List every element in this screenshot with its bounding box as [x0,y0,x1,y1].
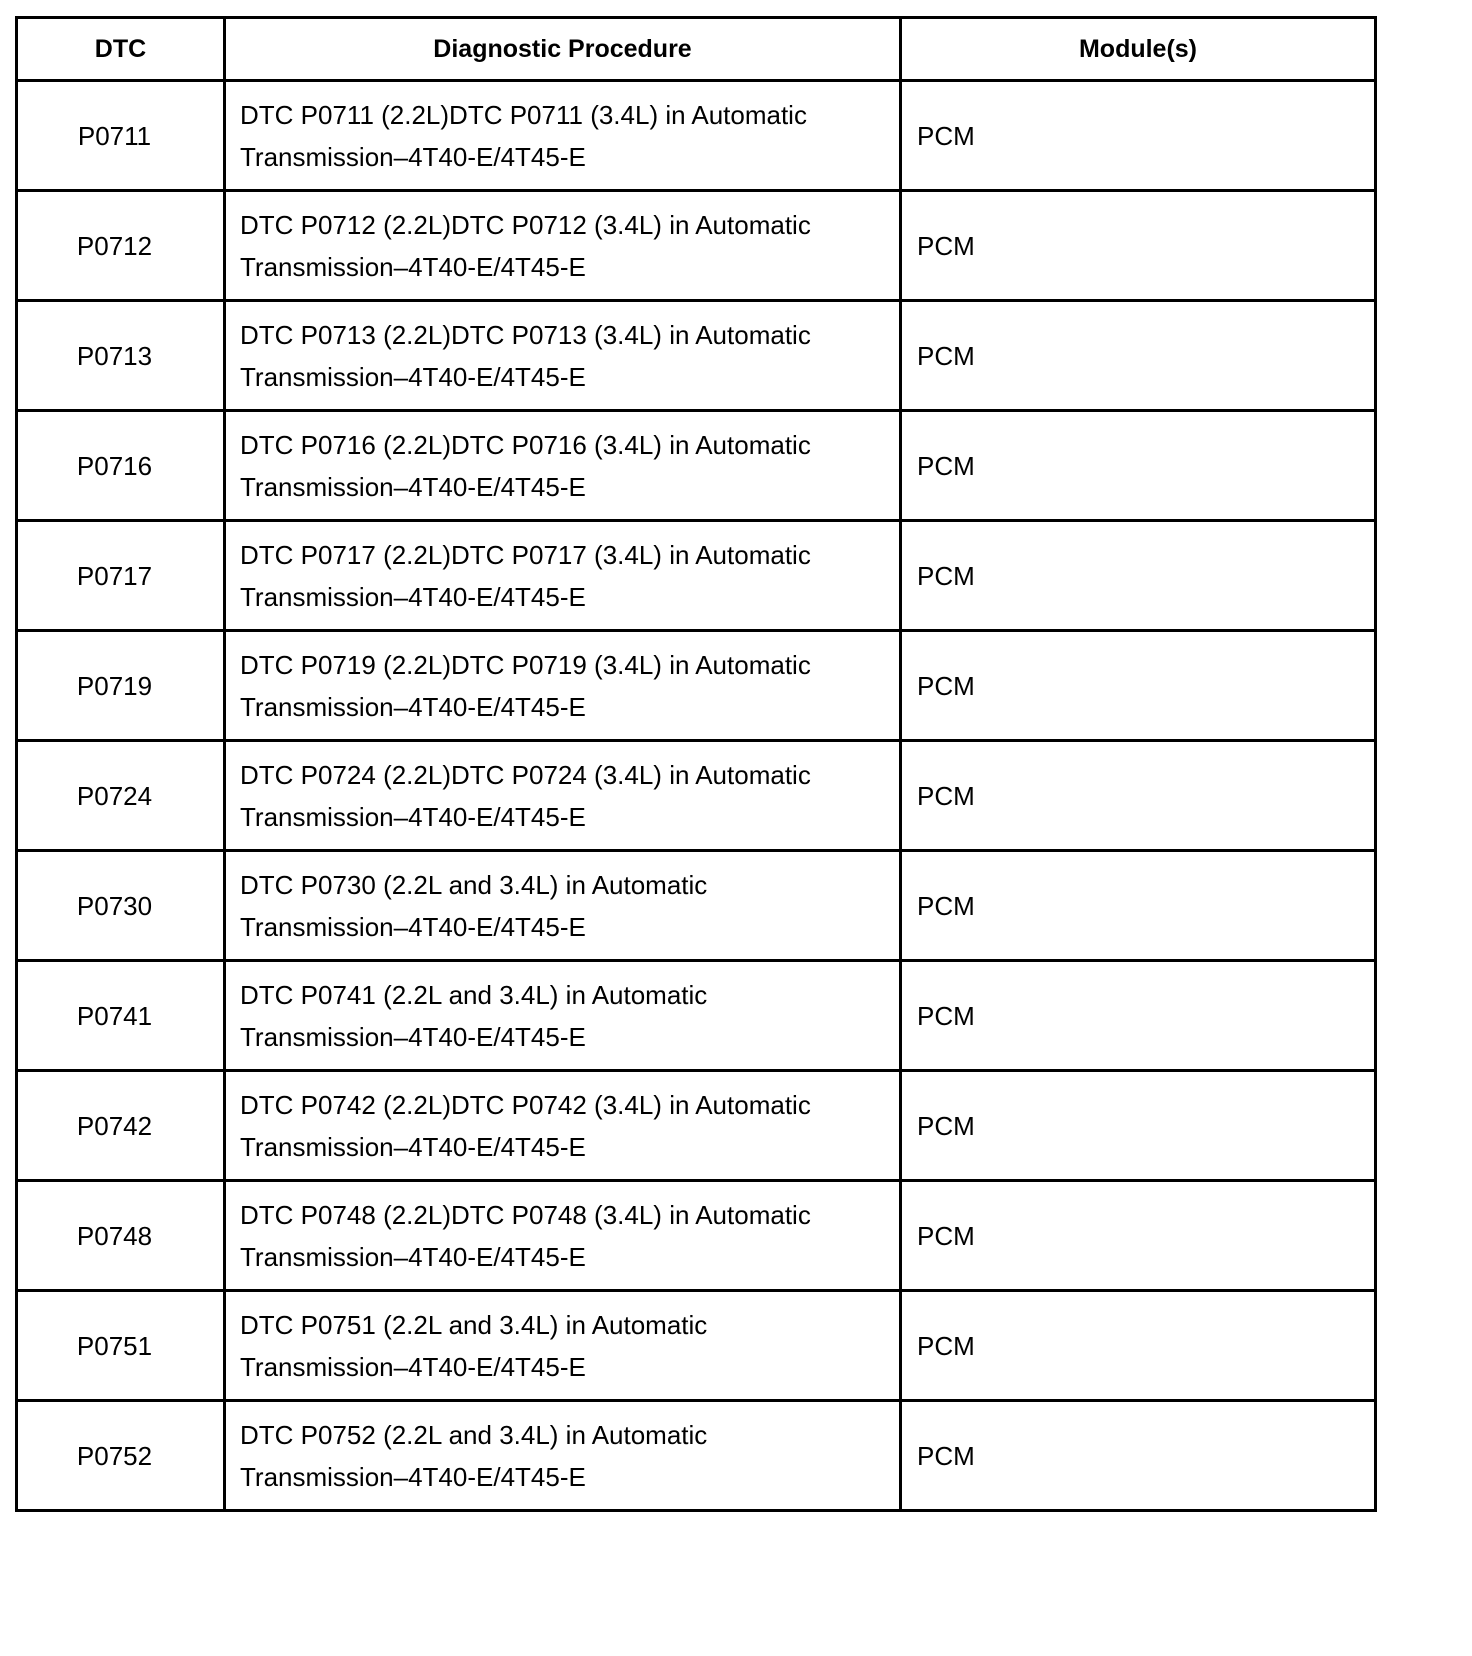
dtc-code-cell: P0752 [17,1401,225,1511]
diagnostic-procedure-cell [225,741,901,851]
module-cell: PCM [901,851,1376,961]
module-cell: PCM [901,1181,1376,1291]
dtc-code-cell: P0712 [17,191,225,301]
table-row [17,301,1376,411]
header-dtc: DTC [17,18,225,81]
dtc-code-cell: P0724 [17,741,225,851]
table-row [17,961,1376,1071]
procedure-line-2: Transmission–4T40-E/4T45-E [240,141,586,172]
dtc-code-cell: P0741 [17,961,225,1071]
diagnostic-procedure-cell [225,1071,901,1181]
dtc-table [15,16,1377,1512]
procedure-line-1: DTC P0742 (2.2L)DTC P0742 (3.4L) in Automatic [240,1089,811,1120]
dtc-code-cell: P0716 [17,411,225,521]
diagnostic-procedure-cell [225,521,901,631]
diagnostic-procedure-cell [225,1181,901,1291]
table-row [17,851,1376,961]
procedure-line-2: Transmission–4T40-E/4T45-E [240,1131,586,1162]
procedure-line-2: Transmission–4T40-E/4T45-E [240,1241,586,1272]
procedure-line-1: DTC P0719 (2.2L)DTC P0719 (3.4L) in Automatic [240,649,811,680]
dtc-code-cell: P0717 [17,521,225,631]
table-row [17,1401,1376,1511]
procedure-line-2: Transmission–4T40-E/4T45-E [240,801,586,832]
procedure-line-2: Transmission–4T40-E/4T45-E [240,1461,586,1492]
procedure-line-2: Transmission–4T40-E/4T45-E [240,581,586,612]
procedure-line-1: DTC P0712 (2.2L)DTC P0712 (3.4L) in Automatic [240,209,811,240]
table-row [17,411,1376,521]
procedure-line-1: DTC P0748 (2.2L)DTC P0748 (3.4L) in Automatic [240,1199,811,1230]
procedure-line-2: Transmission–4T40-E/4T45-E [240,471,586,502]
module-cell: PCM [901,301,1376,411]
module-cell: PCM [901,521,1376,631]
table-row [17,1071,1376,1181]
table-row [17,741,1376,851]
procedure-line-2: Transmission–4T40-E/4T45-E [240,911,586,942]
diagnostic-procedure-cell [225,191,901,301]
procedure-line-1: DTC P0717 (2.2L)DTC P0717 (3.4L) in Automatic [240,539,811,570]
diagnostic-procedure-cell [225,301,901,411]
procedure-line-2: Transmission–4T40-E/4T45-E [240,691,586,722]
table-row [17,191,1376,301]
table-row [17,1291,1376,1401]
procedure-line-1: DTC P0724 (2.2L)DTC P0724 (3.4L) in Automatic [240,759,811,790]
diagnostic-procedure-cell [225,81,901,191]
procedure-line-2: Transmission–4T40-E/4T45-E [240,1351,586,1382]
table-row [17,1181,1376,1291]
module-cell: PCM [901,741,1376,851]
procedure-line-1: DTC P0711 (2.2L)DTC P0711 (3.4L) in Automatic [240,99,807,130]
module-cell: PCM [901,191,1376,301]
header-modules: Module(s) [901,18,1376,81]
procedure-line-2: Transmission–4T40-E/4T45-E [240,251,586,282]
dtc-code-cell: P0742 [17,1071,225,1181]
module-cell: PCM [901,81,1376,191]
diagnostic-procedure-cell [225,1291,901,1401]
procedure-line-1: DTC P0751 (2.2L and 3.4L) in Automatic [240,1309,708,1340]
diagnostic-procedure-cell [225,1401,901,1511]
dtc-code-cell: P0751 [17,1291,225,1401]
table-header [17,18,1376,81]
module-cell: PCM [901,1291,1376,1401]
diagnostic-procedure-cell [225,961,901,1071]
table-row [17,521,1376,631]
procedure-line-1: DTC P0716 (2.2L)DTC P0716 (3.4L) in Automatic [240,429,811,460]
module-cell: PCM [901,411,1376,521]
module-cell: PCM [901,631,1376,741]
dtc-code-cell: P0748 [17,1181,225,1291]
procedure-line-1: DTC P0752 (2.2L and 3.4L) in Automatic [240,1419,708,1450]
procedure-line-2: Transmission–4T40-E/4T45-E [240,361,586,392]
dtc-code-cell: P0713 [17,301,225,411]
header-row [17,18,1376,81]
procedure-line-1: DTC P0741 (2.2L and 3.4L) in Automatic [240,979,708,1010]
table-row [17,81,1376,191]
table-body [17,81,1376,1511]
header-diagnostic-procedure: Diagnostic Procedure [225,18,901,81]
table-row [17,631,1376,741]
diagnostic-procedure-cell [225,411,901,521]
module-cell: PCM [901,961,1376,1071]
procedure-line-2: Transmission–4T40-E/4T45-E [240,1021,586,1052]
module-cell: PCM [901,1071,1376,1181]
diagnostic-procedure-cell [225,631,901,741]
diagnostic-procedure-cell [225,851,901,961]
dtc-code-cell: P0730 [17,851,225,961]
dtc-code-cell: P0711 [17,81,225,191]
module-cell: PCM [901,1401,1376,1511]
dtc-code-cell: P0719 [17,631,225,741]
procedure-line-1: DTC P0730 (2.2L and 3.4L) in Automatic [240,869,708,900]
procedure-line-1: DTC P0713 (2.2L)DTC P0713 (3.4L) in Automatic [240,319,811,350]
